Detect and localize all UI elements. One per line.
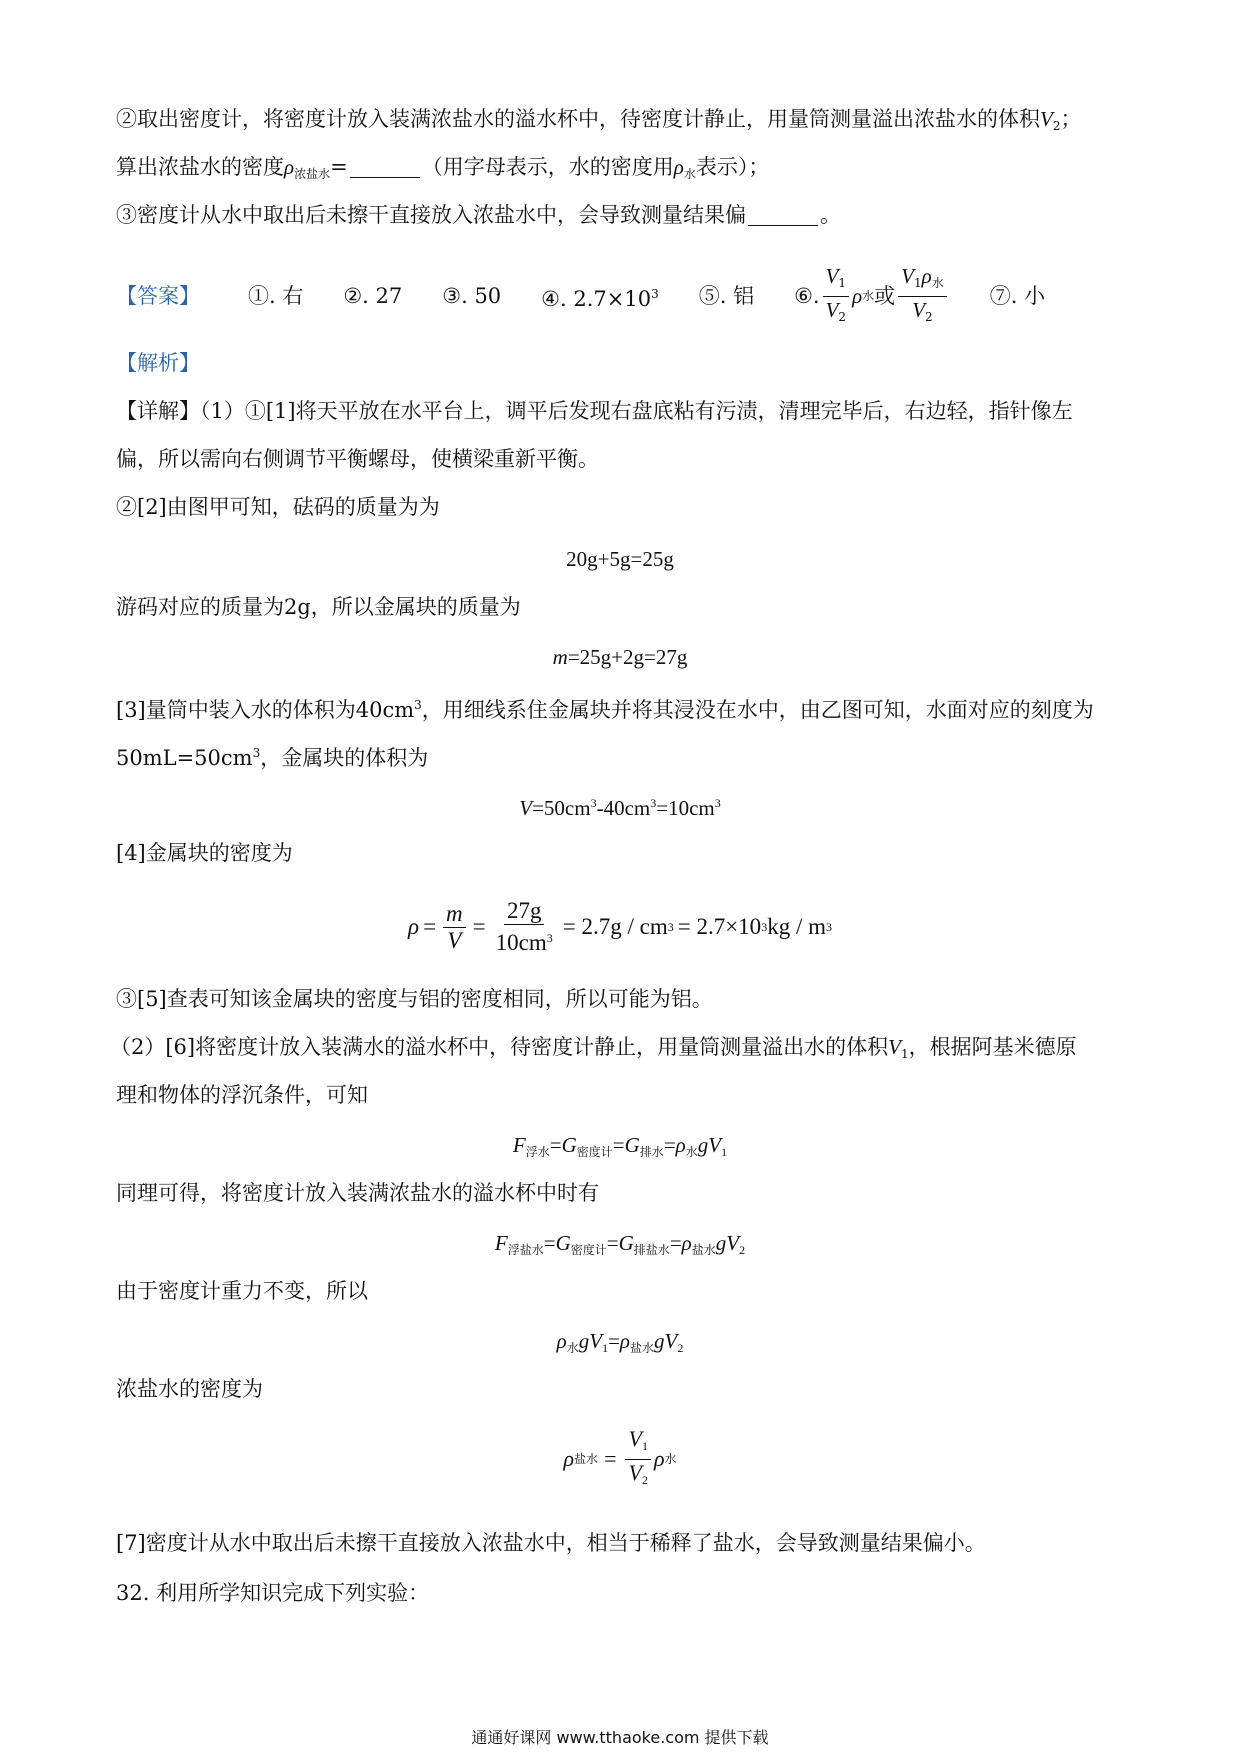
question-line-3: [116, 200, 841, 230]
var: V: [519, 796, 533, 820]
answer-item: ⑦. 小: [989, 284, 1046, 308]
text: ，金属块的体积为: [260, 746, 429, 770]
answer-item-6: [794, 263, 950, 330]
analysis-label: 【解析】: [116, 351, 200, 375]
sup: 3: [546, 931, 553, 945]
var: V: [825, 297, 839, 322]
sup: 3: [825, 920, 832, 934]
formula: [0, 1130, 1240, 1167]
answer-label: 【答案】: [116, 284, 200, 308]
paragraph: 游码对应的质量为2g，所以金属块的质量为: [116, 595, 521, 619]
text: =25g+2g=27g: [567, 645, 688, 669]
fraction: [493, 898, 556, 956]
fraction: [443, 901, 466, 954]
sub: 2: [677, 1341, 684, 1355]
sub: 2: [641, 1472, 648, 1487]
text: 27g: [504, 898, 545, 925]
sub: 盐水: [574, 1452, 599, 1466]
text: 算出浓盐水的密度: [116, 155, 284, 179]
text: ③密度计从水中取出后未擦干直接放入浓盐水中，会导致测量结果偏: [116, 203, 746, 227]
rho: ρ: [284, 155, 295, 179]
sub: 水: [664, 1452, 677, 1466]
text: ，用细线系住金属块并将其浸没在水中，由乙图可知，水面对应的刻度为: [421, 698, 1094, 722]
var: gV: [715, 1231, 740, 1255]
formula: 20g+5g=25g: [566, 547, 674, 571]
var: V: [447, 927, 462, 953]
brine-density-formula: [0, 1424, 1240, 1494]
text: （2）[6]将密度计放入装满水的溢水杯中，待密度计静止，用量筒测量溢出水的体积: [110, 1035, 889, 1059]
paragraph: [116, 690, 1094, 725]
text: =: [663, 1133, 676, 1157]
text: =: [549, 1133, 562, 1157]
var: V: [888, 1035, 901, 1059]
sub: 浮水: [525, 1145, 550, 1159]
sub: 1: [900, 1047, 909, 1061]
sub: 排水: [639, 1145, 664, 1159]
sub: 2: [739, 1243, 746, 1257]
var: V: [628, 1425, 642, 1451]
rho: ρ: [408, 914, 420, 939]
text: = 2.7×10: [677, 914, 762, 939]
text: 50mL=50cm: [116, 746, 253, 770]
density-formula: [0, 892, 1240, 962]
sub: 密度计: [570, 1243, 607, 1257]
fraction: [898, 263, 947, 330]
sup: 3: [761, 920, 768, 934]
var: V: [628, 1459, 642, 1485]
answer-item: ③. 50: [442, 284, 502, 308]
text: ；: [1060, 107, 1082, 131]
sup: 3: [667, 920, 674, 934]
text: ⑥.: [794, 284, 820, 308]
var: V: [901, 263, 914, 288]
text: =: [604, 1446, 617, 1471]
text: 。: [820, 203, 841, 227]
paragraph: 由于密度计重力不变，所以: [116, 1279, 368, 1303]
var: V: [1040, 107, 1053, 131]
text: [3]量筒中装入水的体积为40cm: [116, 698, 415, 722]
paragraph: 同理可得，将密度计放入装满浓盐水的溢水杯中时有: [116, 1181, 599, 1205]
text: =: [669, 1231, 682, 1255]
sub: 1: [838, 275, 847, 290]
var: G: [618, 1231, 634, 1255]
var: G: [561, 1133, 577, 1157]
sub: 水: [931, 275, 944, 290]
text: 或: [874, 284, 896, 308]
paragraph: 理和物体的浮沉条件，可知: [116, 1083, 368, 1107]
text: ④. 2.7×10: [541, 286, 652, 311]
text: 10cm: [495, 930, 547, 955]
formula: [0, 1326, 1240, 1363]
var: F: [494, 1231, 508, 1255]
sub: 密度计: [576, 1145, 613, 1159]
sub: 1: [602, 1341, 609, 1355]
sub: 2: [838, 309, 847, 324]
text: =: [612, 1133, 625, 1157]
text: =: [543, 1231, 556, 1255]
question-line-2: [116, 104, 1081, 141]
answer-item: ⑤. 铝: [698, 284, 755, 308]
text: =: [608, 1329, 620, 1353]
answer-item: ②. 27: [343, 284, 403, 308]
rho: ρ: [681, 1231, 692, 1255]
sub: 1: [721, 1145, 728, 1159]
paragraph: ③[5]查表可知该金属块的密度与铝的密度相同，所以可能为铝。: [116, 987, 713, 1011]
var: m: [446, 900, 463, 926]
var: G: [624, 1133, 640, 1157]
paragraph: [4]金属块的密度为: [116, 841, 293, 865]
rho: ρ: [921, 263, 932, 288]
rho: ρ: [619, 1329, 631, 1353]
paragraph: 浓盐水的密度为: [116, 1377, 263, 1401]
sub: 水: [685, 1145, 698, 1159]
sub: 2: [1052, 119, 1061, 133]
paragraph: 【详解】（1）①[1]将天平放在水平台上，调平后发现右盘底粘有污渍，清理完毕后，右边轻，指针像左: [116, 399, 1073, 423]
sup: 3: [590, 796, 597, 810]
rho: ρ: [852, 284, 863, 308]
text: -40cm: [596, 796, 651, 820]
var: G: [555, 1231, 571, 1255]
text: =: [330, 155, 348, 179]
paragraph: 偏，所以需向右侧调节平衡螺母，使横梁重新平衡。: [116, 447, 599, 471]
answer-blank: [748, 205, 818, 226]
rho: ρ: [556, 1329, 567, 1353]
var: V: [912, 297, 926, 322]
rho: ρ: [673, 155, 684, 179]
sup: 3: [414, 698, 422, 712]
sub: 水: [862, 289, 875, 303]
var: gV: [654, 1329, 678, 1353]
text: kg / m: [767, 914, 826, 939]
sub: 水: [566, 1341, 579, 1355]
paragraph: ②[2]由图甲可知，砝码的质量为为: [116, 495, 440, 519]
sup: 3: [714, 796, 721, 810]
paragraph: [7]密度计从水中取出后未擦干直接放入浓盐水中，相当于稀释了盐水，会导致测量结果偏小。: [116, 1531, 986, 1555]
answer-item: ①. 右: [248, 284, 304, 308]
paragraph: [116, 738, 428, 773]
question-line-2b: [116, 152, 769, 189]
var: F: [512, 1133, 526, 1157]
fraction: [823, 263, 849, 330]
text: =10cm: [656, 796, 715, 820]
sub: 1: [641, 1438, 648, 1453]
sub: 2: [925, 309, 933, 324]
text: =: [423, 914, 437, 939]
answer-item: [541, 279, 659, 314]
answer-blank: [350, 157, 420, 178]
text: =50cm: [532, 796, 591, 820]
sub: 排盐水: [633, 1243, 670, 1257]
var: m: [552, 645, 568, 669]
sub: 浓盐水: [294, 167, 331, 181]
page-footer: 通通好课网 www.tthaoke.com 提供下载: [471, 1728, 769, 1747]
paragraph: [110, 1032, 1077, 1069]
formula: [0, 642, 1240, 672]
sup: 3: [252, 746, 261, 760]
formula: [0, 788, 1240, 823]
text: =: [472, 914, 486, 939]
text: 表示）；: [695, 155, 770, 179]
sub: 水: [683, 167, 696, 181]
sub: 1: [914, 275, 922, 290]
text: （用字母表示，水的密度用: [421, 155, 674, 179]
rho: ρ: [563, 1446, 575, 1471]
sub: 盐水: [630, 1341, 655, 1355]
answer-line: [116, 263, 1046, 326]
text: =: [606, 1231, 619, 1255]
sup: 3: [651, 286, 659, 301]
sub: 浮盐水: [507, 1243, 544, 1257]
rho: ρ: [675, 1133, 686, 1157]
sup: 3: [650, 796, 657, 810]
text: = 2.7g / cm: [562, 914, 668, 939]
var: gV: [578, 1329, 603, 1353]
text: ②取出密度计，将密度计放入装满浓盐水的溢水杯中，待密度计静止，用量筒测量溢出浓盐水的体积: [116, 107, 1040, 131]
rho: ρ: [653, 1446, 665, 1471]
formula: [0, 1228, 1240, 1265]
var: V: [825, 263, 839, 288]
question-32: 32. 利用所学知识完成下列实验：: [116, 1581, 430, 1605]
fraction: [625, 1426, 650, 1493]
sub: 盐水: [691, 1243, 716, 1257]
var: gV: [697, 1133, 722, 1157]
text: ，根据阿基米德原: [908, 1035, 1077, 1059]
